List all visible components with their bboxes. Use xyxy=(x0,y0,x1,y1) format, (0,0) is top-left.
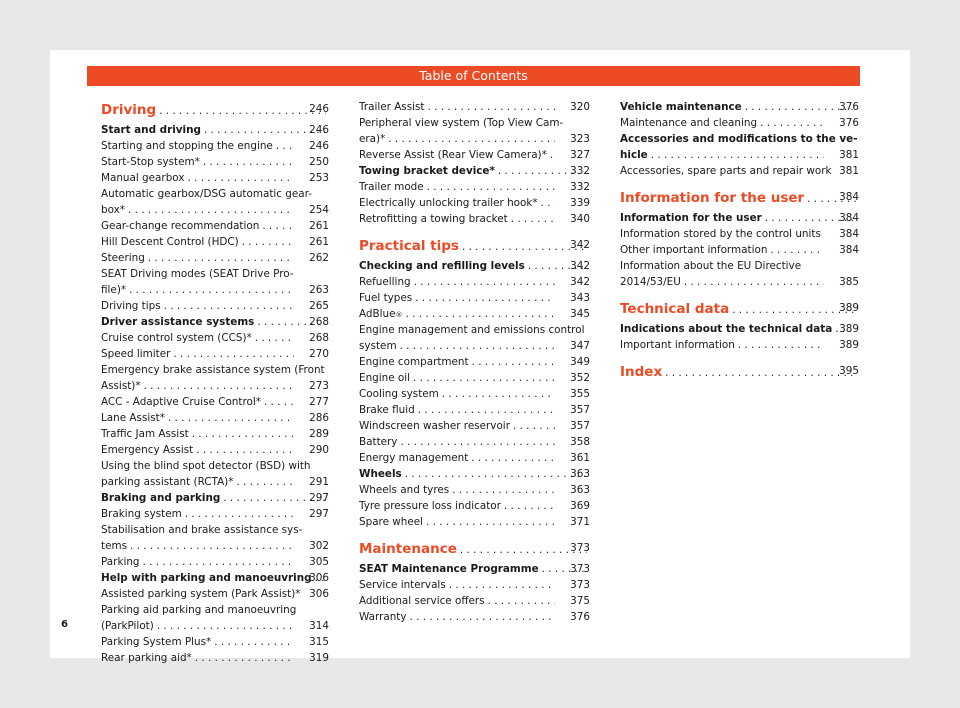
toc-page-number: 376 xyxy=(570,611,590,623)
toc-chapter-entry[interactable] xyxy=(359,561,590,577)
toc-entry-title: Braking system xyxy=(101,508,182,520)
toc-entry-title: Driver assistance systems xyxy=(101,316,255,328)
toc-entry[interactable] xyxy=(620,258,859,290)
toc-entry[interactable] xyxy=(101,250,329,266)
toc-page-number: 349 xyxy=(570,356,590,368)
dot-leader xyxy=(276,138,294,154)
toc-entry-title: 2014/53/EU xyxy=(620,276,681,288)
toc-entry-title: Additional service offers xyxy=(359,595,485,607)
toc-entry[interactable] xyxy=(359,195,590,211)
toc-page-number: 277 xyxy=(309,396,329,408)
dot-leader xyxy=(488,593,555,609)
toc-entry[interactable] xyxy=(359,577,590,593)
dot-leader xyxy=(760,115,824,131)
toc-entry[interactable] xyxy=(620,242,859,258)
toc-page-number: 384 xyxy=(839,228,859,240)
toc-page-number: 332 xyxy=(570,181,590,193)
toc-page-number: 265 xyxy=(309,300,329,312)
dot-leader xyxy=(462,236,587,258)
toc-page-number: 347 xyxy=(570,340,590,352)
toc-entry-title: Tyre pressure loss indicator xyxy=(359,500,501,512)
toc-chapter-entry[interactable] xyxy=(359,466,590,482)
toc-entry-title: Driving xyxy=(101,102,157,118)
toc-entry[interactable] xyxy=(101,266,329,298)
toc-entry[interactable] xyxy=(620,226,859,242)
toc-entry-title: Trailer Assist xyxy=(359,101,425,113)
toc-entry[interactable] xyxy=(359,115,590,147)
toc-entry-title: Trailer mode xyxy=(359,181,424,193)
toc-entry-title: Hill Descent Control (HDC) xyxy=(101,236,239,248)
toc-entry-title-line: Emergency brake assistance system (Front xyxy=(101,364,325,376)
toc-entry[interactable] xyxy=(359,99,590,115)
toc-page-number: 373 xyxy=(570,542,590,554)
toc-entry-title-line: Accessories and modifications to the ve- xyxy=(620,133,858,145)
toc-entry-title: era)* xyxy=(359,133,386,145)
dot-leader xyxy=(405,466,587,482)
toc-page-number: 273 xyxy=(309,380,329,392)
dot-leader xyxy=(651,147,824,163)
dot-leader xyxy=(406,306,555,322)
toc-entry[interactable] xyxy=(359,370,590,386)
toc-entry[interactable] xyxy=(101,138,329,154)
dot-leader xyxy=(415,290,555,306)
dot-leader xyxy=(738,337,824,353)
toc-page-number: 369 xyxy=(570,500,590,512)
toc-entry[interactable] xyxy=(359,274,590,290)
toc-entry-title: ACC - Adaptive Cruise Control* xyxy=(101,396,261,408)
dot-leader xyxy=(203,154,294,170)
toc-entry-title: AdBlue xyxy=(359,308,396,320)
toc-entry[interactable] xyxy=(101,170,329,186)
toc-page-number: 323 xyxy=(570,133,590,145)
toc-entry[interactable] xyxy=(101,362,329,394)
toc-page-number: 361 xyxy=(570,452,590,464)
toc-page-number: 384 xyxy=(839,212,859,224)
toc-page-number: 384 xyxy=(839,244,859,256)
toc-entry[interactable] xyxy=(620,115,859,131)
toc-entry-title: Braking and parking xyxy=(101,492,221,504)
toc-page-number: 373 xyxy=(570,579,590,591)
toc-page-number: 246 xyxy=(309,124,329,136)
toc-entry-title: hicle xyxy=(620,149,648,161)
toc-page-number: 286 xyxy=(309,412,329,424)
toc-chapter-entry[interactable] xyxy=(359,258,590,274)
toc-entry-title: Spare wheel xyxy=(359,516,424,528)
toc-entry-title: Windscreen washer reservoir xyxy=(359,420,510,432)
toc-page-number: 305 xyxy=(309,556,329,568)
toc-section-heading[interactable] xyxy=(359,235,590,258)
toc-entry-title: Accessories, spare parts and repair work xyxy=(620,165,832,177)
toc-entry[interactable] xyxy=(359,482,590,498)
dot-leader xyxy=(130,538,294,554)
dot-leader xyxy=(262,218,294,234)
toc-header-bar xyxy=(87,66,860,86)
toc-entry-title: Parking System Plus* xyxy=(101,636,212,648)
toc-entry-title: Information stored by the control units xyxy=(620,228,821,240)
toc-column-2 xyxy=(359,99,590,625)
toc-page-number: 352 xyxy=(570,372,590,384)
toc-page-number: 268 xyxy=(309,316,329,328)
toc-entry[interactable] xyxy=(359,402,590,418)
toc-entry[interactable] xyxy=(101,298,329,314)
toc-page-number: 389 xyxy=(839,323,859,335)
toc-entry[interactable] xyxy=(359,290,590,306)
toc-entry-title-line: Engine management and emissions control xyxy=(359,324,585,336)
toc-page-number: 342 xyxy=(570,260,590,272)
toc-entry-title: Important information xyxy=(620,339,735,351)
dot-leader xyxy=(236,474,294,490)
toc-entry-title: Towing bracket device* xyxy=(359,165,495,177)
toc-entry[interactable] xyxy=(359,179,590,195)
dot-leader xyxy=(204,122,326,138)
toc-entry-title: box* xyxy=(101,204,125,216)
toc-page-number: 306 xyxy=(309,572,329,584)
dot-leader xyxy=(214,634,294,650)
toc-entry-title: file)* xyxy=(101,284,127,296)
toc-page-number: 339 xyxy=(570,197,590,209)
dot-leader xyxy=(513,418,555,434)
toc-page-number: 384 xyxy=(839,191,859,203)
toc-section-heading[interactable] xyxy=(101,99,329,122)
toc-section-heading[interactable] xyxy=(620,361,859,384)
toc-entry-title: Help with parking and manoeuvring xyxy=(101,572,312,584)
toc-entry[interactable]: AdBlue ® . . . 345 xyxy=(359,306,590,322)
toc-page-number: 291 xyxy=(309,476,329,488)
toc-page-number: 246 xyxy=(309,103,329,115)
dot-leader xyxy=(388,131,555,147)
toc-entry-title: Technical data xyxy=(620,301,730,317)
toc-section-heading[interactable] xyxy=(620,187,859,210)
toc-entry-title-line: Information about the EU Directive xyxy=(620,260,802,272)
toc-page-number: 345 xyxy=(570,308,590,320)
toc-page-number: 263 xyxy=(309,284,329,296)
dot-leader xyxy=(410,609,555,625)
toc-title: Table of Contents xyxy=(419,68,528,83)
toc-page-number: 306 xyxy=(309,588,329,600)
dot-leader xyxy=(187,170,294,186)
dot-leader xyxy=(550,147,555,163)
toc-entry-title: Electrically unlocking trailer hook* xyxy=(359,197,538,209)
dot-leader xyxy=(242,234,294,250)
toc-entry-title: Service intervals xyxy=(359,579,446,591)
dot-leader xyxy=(442,386,555,402)
toc-entry-title: Other important information xyxy=(620,244,768,256)
dot-leader xyxy=(255,330,294,346)
dot-leader xyxy=(684,274,824,290)
toc-entry-title: Indications about the technical data xyxy=(620,323,833,335)
dot-leader xyxy=(472,354,555,370)
toc-entry-title: Checking and refilling levels xyxy=(359,260,525,272)
toc-entry-title: Vehicle maintenance xyxy=(620,101,742,113)
toc-page-number: 358 xyxy=(570,436,590,448)
toc-entry-title: Fuel types xyxy=(359,292,413,304)
toc-chapter-entry[interactable] xyxy=(101,122,329,138)
toc-entry-title: Retrofitting a towing bracket xyxy=(359,213,508,225)
toc-entry-title: Start and driving xyxy=(101,124,201,136)
toc-entry-title: Assist)* xyxy=(101,380,141,392)
toc-entry[interactable] xyxy=(101,186,329,218)
toc-page-number: 340 xyxy=(570,213,590,225)
dot-leader xyxy=(452,482,555,498)
toc-entry-title: (ParkPilot) xyxy=(101,620,154,632)
toc-page-number: 254 xyxy=(309,204,329,216)
toc-page-number: 376 xyxy=(839,117,859,129)
toc-page-number: 290 xyxy=(309,444,329,456)
toc-page-number: 261 xyxy=(309,220,329,232)
dot-leader xyxy=(148,250,294,266)
dot-leader xyxy=(511,211,555,227)
toc-page-number: 270 xyxy=(309,348,329,360)
toc-entry[interactable] xyxy=(359,450,590,466)
dot-leader xyxy=(665,362,856,384)
toc-entry-title: Battery xyxy=(359,436,398,448)
toc-chapter-entry[interactable] xyxy=(359,163,590,179)
toc-page-number: 246 xyxy=(309,140,329,152)
toc-entry[interactable] xyxy=(101,634,329,650)
toc-chapter-entry[interactable] xyxy=(620,210,859,226)
toc-entry-title: Information for the user xyxy=(620,190,805,206)
toc-page-number: 389 xyxy=(839,302,859,314)
toc-chapter-entry[interactable] xyxy=(101,490,329,506)
toc-page-number: 342 xyxy=(570,276,590,288)
dot-leader xyxy=(400,338,555,354)
toc-section-heading[interactable] xyxy=(620,298,859,321)
toc-page-number: 385 xyxy=(839,276,859,288)
toc-entry[interactable] xyxy=(620,163,859,179)
dot-leader xyxy=(157,618,294,634)
toc-entry-title: Driving tips xyxy=(101,300,161,312)
page-number: 6 xyxy=(61,619,68,630)
dot-leader xyxy=(144,378,294,394)
dot-leader xyxy=(159,100,326,122)
toc-entry-title: Refuelling xyxy=(359,276,411,288)
toc-page-number: 357 xyxy=(570,420,590,432)
toc-page-number: 319 xyxy=(309,652,329,664)
toc-entry-title: Cooling system xyxy=(359,388,439,400)
toc-page-number: 363 xyxy=(570,468,590,480)
dot-leader xyxy=(449,577,555,593)
toc-entry-title: Manual gearbox xyxy=(101,172,185,184)
toc-entry[interactable] xyxy=(101,234,329,250)
toc-entry-title: SEAT Maintenance Programme xyxy=(359,563,539,575)
toc-entry[interactable] xyxy=(101,410,329,426)
toc-entry-title-line: Stabilisation and brake assistance sys- xyxy=(101,524,303,536)
dot-leader xyxy=(185,506,294,522)
dot-leader xyxy=(732,299,856,321)
toc-entry[interactable] xyxy=(101,330,329,346)
toc-page-number: 268 xyxy=(309,332,329,344)
toc-page-number: 381 xyxy=(839,149,859,161)
toc-page-number: 327 xyxy=(570,149,590,161)
toc-column-3 xyxy=(620,99,859,384)
toc-page-number: 389 xyxy=(839,339,859,351)
dot-leader xyxy=(195,650,294,666)
toc-entry-title: Information for the user xyxy=(620,212,762,224)
dot-leader xyxy=(770,242,824,258)
toc-entry[interactable] xyxy=(101,554,329,570)
toc-entry-title: Energy management xyxy=(359,452,469,464)
toc-page-number: 373 xyxy=(570,563,590,575)
dot-leader xyxy=(400,434,555,450)
toc-entry[interactable] xyxy=(359,593,590,609)
toc-entry[interactable] xyxy=(359,609,590,625)
toc-entry[interactable] xyxy=(359,514,590,530)
toc-entry-title: Emergency Assist xyxy=(101,444,194,456)
toc-page-number: 357 xyxy=(570,404,590,416)
dot-leader xyxy=(428,99,555,115)
toc-entry-title: Wheels xyxy=(359,468,402,480)
toc-entry-title: Reverse Assist (Rear View Camera)* xyxy=(359,149,547,161)
toc-entry-title: Maintenance and cleaning xyxy=(620,117,758,129)
toc-entry-title-line: Peripheral view system (Top View Cam- xyxy=(359,117,564,129)
dot-leader xyxy=(541,195,555,211)
dot-leader xyxy=(143,554,294,570)
toc-page-number: 297 xyxy=(309,508,329,520)
toc-entry-title: Index xyxy=(620,364,663,380)
toc-entry-title: Start-Stop system* xyxy=(101,156,200,168)
dot-leader xyxy=(460,539,587,561)
toc-entry[interactable] xyxy=(101,458,329,490)
toc-page-number: 395 xyxy=(839,365,859,377)
toc-entry[interactable] xyxy=(359,211,590,227)
dot-leader xyxy=(426,514,555,530)
toc-entry-title: Starting and stopping the engine xyxy=(101,140,273,152)
toc-page-number: 343 xyxy=(570,292,590,304)
toc-entry[interactable] xyxy=(101,394,329,410)
toc-entry[interactable] xyxy=(620,337,859,353)
toc-page-number: 371 xyxy=(570,516,590,528)
dot-leader xyxy=(196,442,294,458)
toc-page-number: 375 xyxy=(570,595,590,607)
toc-page-number: 314 xyxy=(309,620,329,632)
dot-leader xyxy=(414,274,555,290)
toc-entry-title: Lane Assist* xyxy=(101,412,165,424)
toc-entry[interactable] xyxy=(359,147,590,163)
toc-column-1 xyxy=(101,99,329,666)
toc-page-number: 363 xyxy=(570,484,590,496)
toc-entry-title: Assisted parking system (Park Assist)* xyxy=(101,588,301,600)
toc-chapter-entry[interactable] xyxy=(101,570,329,586)
toc-page-number: 332 xyxy=(570,165,590,177)
toc-entry-title: Speed limiter xyxy=(101,348,171,360)
toc-entry[interactable] xyxy=(101,426,329,442)
toc-page-number: 262 xyxy=(309,252,329,264)
toc-page-number: 342 xyxy=(570,239,590,251)
toc-entry-title: Traffic Jam Assist xyxy=(101,428,189,440)
toc-entry[interactable] xyxy=(101,442,329,458)
dot-leader xyxy=(173,346,294,362)
toc-entry[interactable] xyxy=(359,418,590,434)
dot-leader xyxy=(168,410,294,426)
toc-page-number: 355 xyxy=(570,388,590,400)
toc-entry[interactable] xyxy=(101,586,329,602)
toc-entry-title: Wheels and tyres xyxy=(359,484,450,496)
manual-page xyxy=(50,50,910,664)
toc-page-number: 297 xyxy=(309,492,329,504)
dot-leader xyxy=(427,179,555,195)
dot-leader xyxy=(164,298,294,314)
dot-leader xyxy=(504,498,555,514)
toc-entry[interactable] xyxy=(101,218,329,234)
toc-entry-title: Maintenance xyxy=(359,541,457,557)
toc-entry-title: Cruise control system (CCS)* xyxy=(101,332,252,344)
toc-page-number: 289 xyxy=(309,428,329,440)
toc-entry-title: Practical tips xyxy=(359,238,459,254)
toc-entry[interactable] xyxy=(101,602,329,634)
dot-leader xyxy=(264,394,294,410)
toc-entry-title: tems xyxy=(101,540,128,552)
toc-chapter-entry[interactable] xyxy=(620,99,859,115)
toc-entry[interactable] xyxy=(359,434,590,450)
toc-entry[interactable] xyxy=(101,522,329,554)
dot-leader xyxy=(192,426,294,442)
toc-entry[interactable] xyxy=(359,386,590,402)
toc-entry-title: Rear parking aid* xyxy=(101,652,192,664)
toc-entry-title-line: Parking aid parking and manoeuvring xyxy=(101,604,297,616)
toc-entry-title: parking assistant (RCTA)* xyxy=(101,476,234,488)
dot-leader xyxy=(413,370,555,386)
toc-entry[interactable] xyxy=(620,131,859,163)
toc-section-heading[interactable] xyxy=(359,538,590,561)
toc-page-number: 302 xyxy=(309,540,329,552)
toc-entry-title-line: Automatic gearbox/DSG automatic gear- xyxy=(101,188,313,200)
dot-leader xyxy=(129,282,294,298)
toc-chapter-entry[interactable] xyxy=(620,321,859,337)
dot-leader xyxy=(418,402,555,418)
toc-entry-title: Brake fluid xyxy=(359,404,415,416)
toc-page-number: 261 xyxy=(309,236,329,248)
toc-entry[interactable] xyxy=(359,498,590,514)
toc-entry-title: Parking xyxy=(101,556,140,568)
toc-page-number: 381 xyxy=(839,165,859,177)
dot-leader xyxy=(128,202,294,218)
toc-entry[interactable] xyxy=(101,506,329,522)
toc-entry-title: Steering xyxy=(101,252,145,264)
toc-entry[interactable] xyxy=(101,346,329,362)
toc-entry-title: Engine compartment xyxy=(359,356,469,368)
toc-page-number: 320 xyxy=(570,101,590,113)
toc-entry-title-line: Using the blind spot detector (BSD) with xyxy=(101,460,311,472)
toc-page-number: 315 xyxy=(309,636,329,648)
toc-page-number: 250 xyxy=(309,156,329,168)
toc-entry[interactable] xyxy=(101,154,329,170)
toc-chapter-entry[interactable] xyxy=(101,314,329,330)
toc-page-number: 253 xyxy=(309,172,329,184)
toc-entry[interactable] xyxy=(101,650,329,666)
toc-entry-title: Warranty xyxy=(359,611,407,623)
toc-entry[interactable] xyxy=(359,322,590,354)
toc-entry-title: Engine oil xyxy=(359,372,411,384)
dot-leader xyxy=(471,450,555,466)
toc-entry[interactable] xyxy=(359,354,590,370)
toc-entry-title: system xyxy=(359,340,397,352)
toc-page-number: 376 xyxy=(839,101,859,113)
toc-entry-title-line: SEAT Driving modes (SEAT Drive Pro- xyxy=(101,268,294,280)
toc-entry-title: Gear-change recommendation xyxy=(101,220,260,232)
